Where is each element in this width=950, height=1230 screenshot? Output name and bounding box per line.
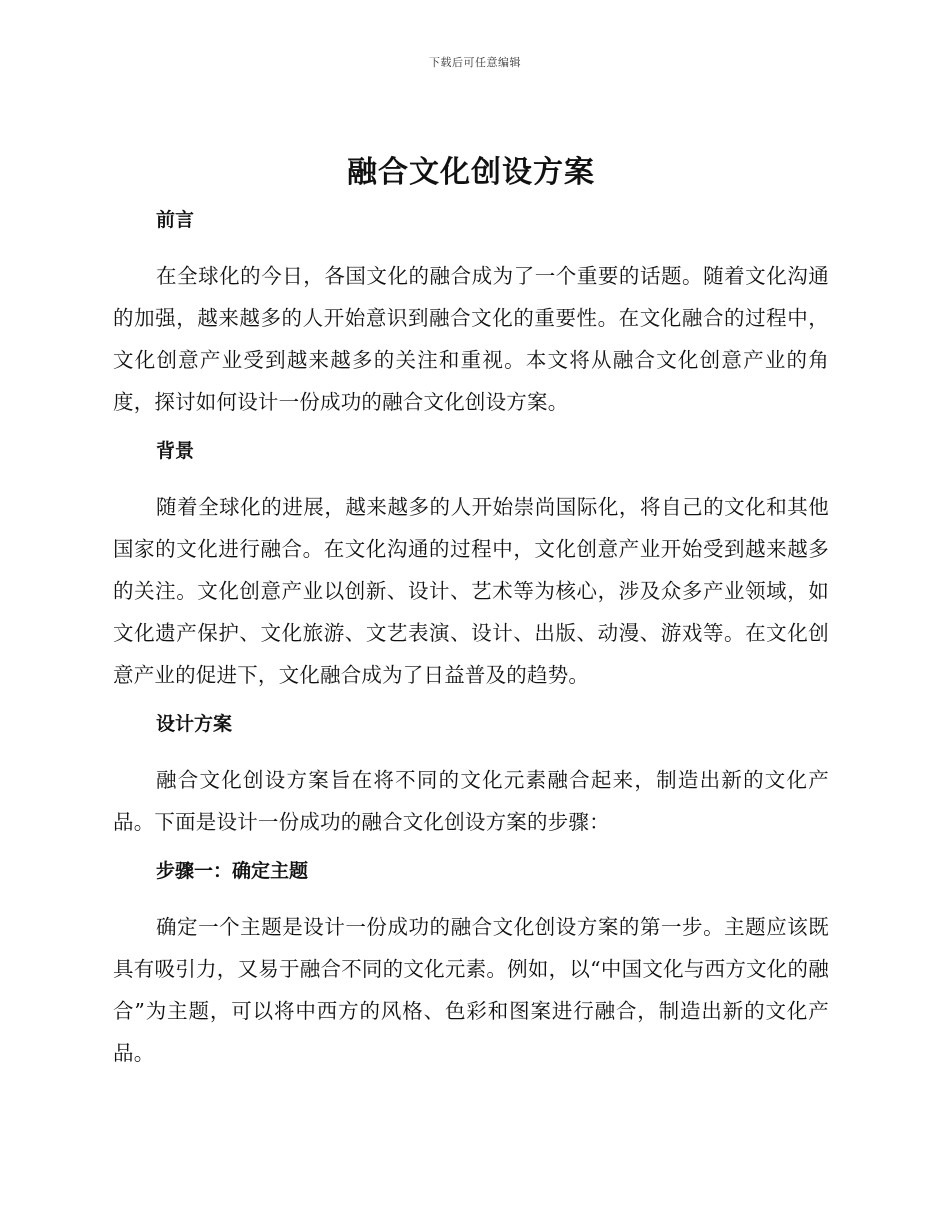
- section-design-plan: [113, 710, 829, 843]
- section-paragraph: 确定一个主题是设计一份成功的融合文化创设方案的第一步。主题应该既具有吸引力，又易于融合不同的文化元素。例如，以“中国文化与西方文化的融合”为主题，可以将中西方的风格、色彩和图案进行融合，制造出新的文化产品。: [113, 915, 829, 1065]
- section-heading: 步骤一：确定主题: [156, 860, 309, 882]
- document-title: 融合文化创设方案: [347, 155, 595, 190]
- section-paragraph: 在全球化的今日，各国文化的融合成为了一个重要的话题。随着文化沟通的加强，越来越多的人开始意识到融合文化的重要性。在文化融合的过程中，文化创意产业受到越来越多的关注和重视。本文将从融合文化创意产业的角度，探讨如何设计一份成功的融合文化创设方案。: [113, 264, 829, 414]
- section-heading: 前言: [156, 209, 195, 231]
- section-step-one: [113, 857, 829, 1074]
- section-paragraph: 融合文化创设方案旨在将不同的文化元素融合起来，制造出新的文化产品。下面是设计一份成功的融合文化创设方案的步骤：: [113, 768, 829, 834]
- header-note: 下载后可任意编辑: [429, 56, 521, 69]
- section-background: [113, 437, 829, 696]
- section-preface: [113, 206, 829, 423]
- document-body: [113, 148, 829, 1088]
- section-paragraph: 随着全球化的进展，越来越多的人开始崇尚国际化，将自己的文化和其他国家的文化进行融合。在文化沟通的过程中，文化创意产业开始受到越来越多的关注。文化创意产业以创新、设计、艺术等为核心，涉及众多产业领域，如文化遗产保护、文化旅游、文艺表演、设计、出版、动漫、游戏等。在文化创意产业的促进下，文化融合成为了日益普及的趋势。: [113, 495, 829, 687]
- section-heading: 背景: [156, 440, 195, 462]
- section-heading: 设计方案: [156, 713, 233, 735]
